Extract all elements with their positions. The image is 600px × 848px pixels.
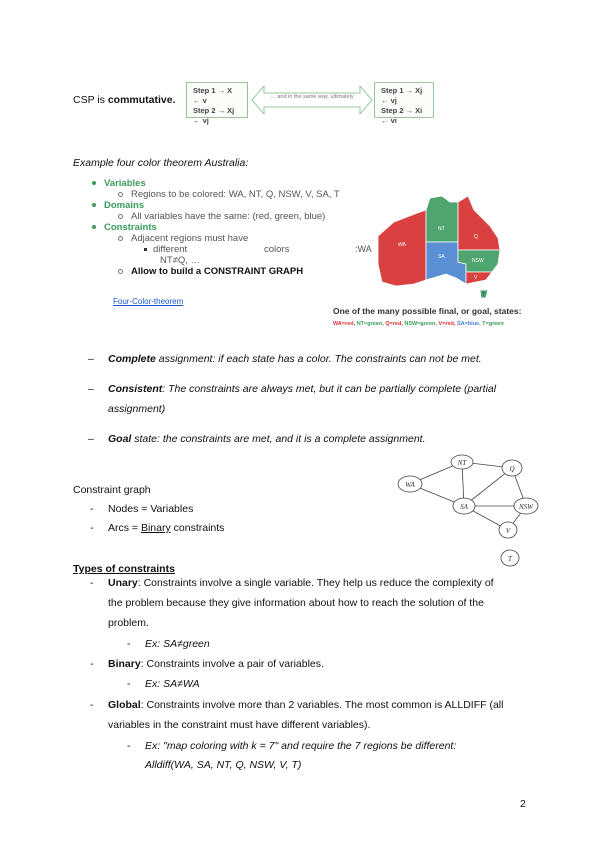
bullet-constraints-detail: Adjacent regions must have bbox=[118, 233, 248, 244]
csp-statement: CSP is commutative. bbox=[73, 94, 176, 106]
constraint-graph-nodes: Nodes = Variables bbox=[108, 503, 194, 515]
map-region-q bbox=[458, 196, 500, 250]
map-region-nt bbox=[426, 196, 458, 242]
map-legend bbox=[333, 321, 504, 327]
svg-text:SA: SA bbox=[460, 503, 468, 511]
step-box-left: Step 1 → X ← v Step 2 → Xj ← vj bbox=[186, 82, 248, 118]
bullet-variables-detail: Regions to be colored: WA, NT, Q, NSW, V, SA, T bbox=[118, 189, 340, 200]
bullet-constraint-graph: Allow to build a CONSTRAINT GRAPH bbox=[118, 266, 303, 277]
type-global-example: Ex: "map coloring with k = 7" and require the 7 regions be different: bbox=[145, 740, 457, 752]
map-region-wa bbox=[378, 210, 426, 286]
types-heading: Types of constraints bbox=[73, 563, 175, 575]
step-arrow-text: … and in the same way, ultimately bbox=[270, 94, 354, 100]
page-number: 2 bbox=[520, 798, 526, 810]
svg-text:T: T bbox=[508, 555, 512, 563]
four-color-theorem-link[interactable]: Four-Color-theorem bbox=[113, 297, 184, 306]
map-label-nsw: NSW bbox=[472, 258, 484, 264]
svg-text:Q: Q bbox=[509, 465, 515, 473]
step-box-right: Step 1 → Xj ← vj Step 2 → Xi ← vi bbox=[374, 82, 434, 118]
definition-goal: – bbox=[88, 433, 94, 445]
map-label-nt: NT bbox=[438, 226, 445, 232]
type-binary: Binary: Constraints involve a pair of variables. bbox=[108, 658, 324, 670]
bullet-constraints-sub1b: colors bbox=[264, 244, 290, 255]
constraint-graph-heading: Constraint graph bbox=[73, 484, 151, 496]
type-global-example-alldiff: Alldiff(WA, SA, NT, Q, NSW, V, T) bbox=[145, 759, 302, 771]
map-label-sa: SA bbox=[438, 254, 445, 260]
map-legend-item: Q=red, bbox=[385, 321, 405, 327]
bullet-domains-detail: All variables have the same: (red, green, blue) bbox=[118, 211, 325, 222]
bullet-constraints-sub2: NT≠Q, … bbox=[160, 255, 201, 266]
map-legend-item: NSW=green, bbox=[404, 321, 439, 327]
map-label-wa: WA bbox=[398, 242, 406, 248]
svg-text:NT: NT bbox=[457, 459, 467, 467]
map-label-q: Q bbox=[474, 234, 478, 240]
constraint-graph-diagram bbox=[390, 446, 550, 576]
wa-label: :WA bbox=[355, 244, 372, 254]
map-caption: One of the many possible final, or goal, states: bbox=[333, 306, 522, 316]
map-legend-item: V=red, bbox=[438, 321, 457, 327]
constraint-graph-arcs: Arcs = Binary constraints bbox=[108, 522, 225, 534]
svg-text:WA: WA bbox=[405, 481, 415, 489]
map-label-t: T bbox=[482, 292, 486, 298]
map-legend-item: SA=blue, bbox=[456, 321, 483, 327]
type-unary-example: Ex: SA≠green bbox=[145, 638, 210, 650]
bullet-constraints-sub1: different bbox=[144, 244, 187, 255]
map-legend-item: WA=red, bbox=[333, 321, 357, 327]
type-binary-example: Ex: SA≠WA bbox=[145, 678, 200, 690]
map-legend-item: NT=green, bbox=[356, 321, 386, 327]
definition-consistent: – bbox=[88, 383, 94, 395]
type-unary: Unary: Constraints involve a single variable. They help us reduce the complexity of bbox=[108, 577, 494, 589]
svg-text:NSW: NSW bbox=[519, 503, 533, 511]
bidirectional-arrow-icon bbox=[250, 84, 374, 116]
example-title: Example four color theorem Australia: bbox=[73, 157, 249, 169]
bullet-constraints: Constraints bbox=[92, 222, 157, 233]
definition-complete: – bbox=[88, 353, 94, 365]
bullet-domains: Domains bbox=[92, 200, 144, 211]
bullet-variables: Variables bbox=[92, 178, 146, 189]
map-label-v: V bbox=[474, 275, 478, 281]
map-legend-item: T=green bbox=[482, 321, 504, 327]
australia-map bbox=[376, 194, 506, 306]
map-region-v bbox=[466, 272, 492, 284]
type-global: Global: Constraints involve more than 2 variables. The most common is ALLDIFF (all bbox=[108, 699, 504, 711]
svg-text:V: V bbox=[505, 527, 511, 535]
